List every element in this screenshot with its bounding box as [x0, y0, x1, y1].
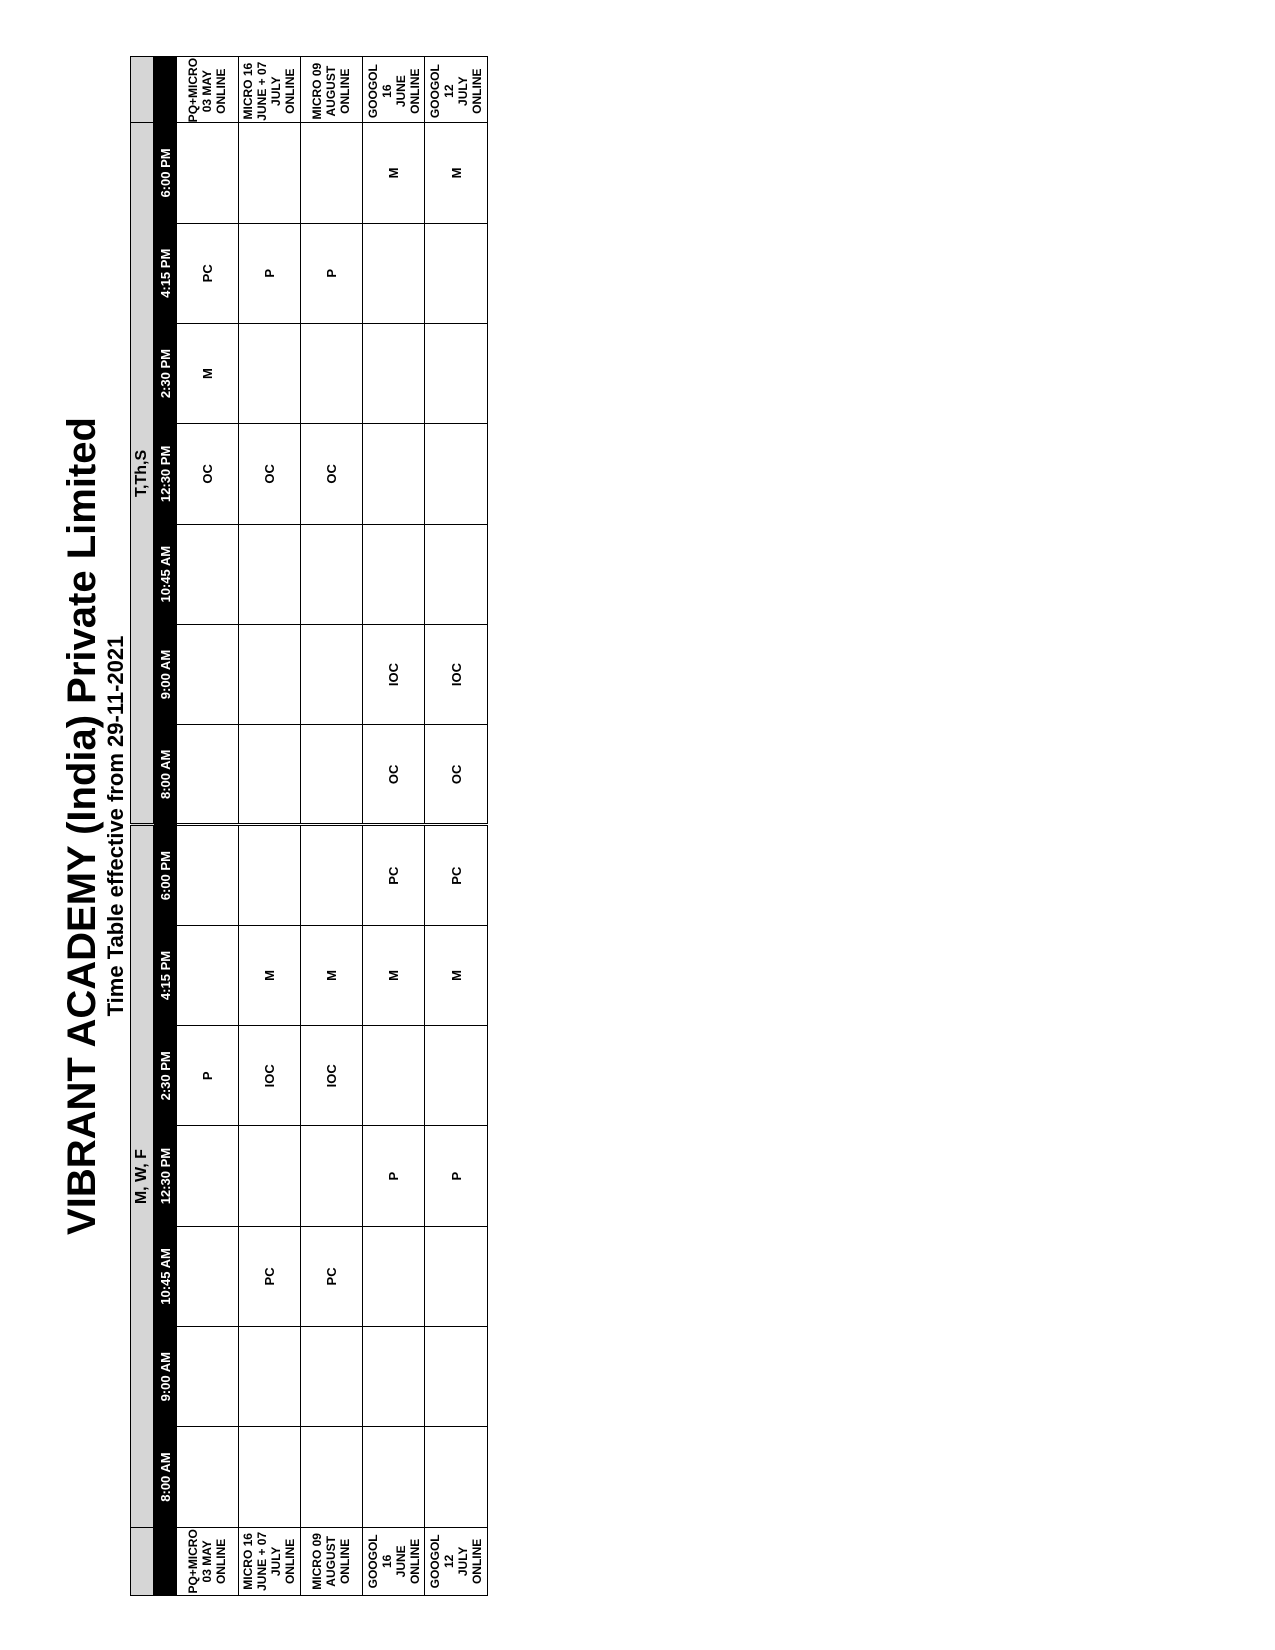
- schedule-cell: [177, 1327, 239, 1427]
- table-row: [362, 57, 425, 1596]
- time-slot-header: 6:00 PM: [154, 123, 177, 223]
- table-row: [177, 57, 239, 1596]
- time-slot-header: 10:45 AM: [154, 524, 177, 624]
- batch-label: [238, 57, 301, 123]
- batch-label-line: GOOGOL 12: [428, 64, 457, 119]
- batch-label-line: JULY ONLINE: [456, 1538, 485, 1585]
- schedule-cell: [177, 825, 239, 925]
- timetable-body: [177, 57, 488, 1596]
- schedule-cell: [177, 725, 239, 825]
- schedule-cell: [238, 1327, 301, 1427]
- schedule-cell: IOC: [362, 624, 425, 724]
- schedule-cell: IOC: [425, 624, 488, 724]
- batch-label-line: ONLINE: [283, 68, 298, 114]
- schedule-cell: PC: [425, 825, 488, 925]
- schedule-cell: [177, 524, 239, 624]
- batch-label: [362, 1527, 425, 1595]
- schedule-cell: IOC: [238, 1026, 301, 1126]
- day-group-mwf: M, W, F: [131, 825, 154, 1527]
- schedule-cell: [301, 323, 363, 423]
- schedule-cell: OC: [238, 424, 301, 524]
- batch-label-line: PQ+MICRO: [186, 57, 201, 123]
- schedule-cell: [425, 223, 488, 323]
- schedule-cell: M: [425, 925, 488, 1025]
- batch-label-line: ONLINE: [338, 1538, 353, 1585]
- schedule-cell: [301, 624, 363, 724]
- time-slot-header: 6:00 PM: [154, 825, 177, 925]
- batch-label-line: GOOGOL 16: [365, 64, 394, 119]
- schedule-cell: [177, 925, 239, 1025]
- day-group-row: [131, 57, 154, 1596]
- timetable: [130, 56, 488, 1596]
- schedule-cell: M: [362, 925, 425, 1025]
- schedule-cell: [238, 725, 301, 825]
- table-row: [301, 57, 363, 1596]
- schedule-cell: [425, 424, 488, 524]
- batch-label-line: 03 MAY: [200, 1540, 215, 1583]
- batch-label: [425, 57, 488, 123]
- schedule-cell: [301, 725, 363, 825]
- header-corner: [154, 57, 177, 123]
- batch-label-line: JULY: [456, 76, 471, 106]
- timetable-sheet: [60, 56, 500, 1596]
- schedule-cell: [238, 1126, 301, 1226]
- schedule-cell: [301, 825, 363, 925]
- schedule-cell: [362, 524, 425, 624]
- batch-label: [362, 57, 425, 123]
- table-row: [425, 57, 488, 1596]
- schedule-cell: P: [177, 1026, 239, 1126]
- schedule-cell: [301, 1427, 363, 1527]
- time-slot-header: 10:45 AM: [154, 1226, 177, 1326]
- time-slot-header: 8:00 AM: [154, 725, 177, 825]
- schedule-cell: OC: [425, 725, 488, 825]
- batch-label-line: PQ+MICRO: [186, 1529, 201, 1594]
- schedule-cell: [238, 123, 301, 223]
- batch-label: [425, 1527, 488, 1595]
- schedule-cell: [362, 1226, 425, 1326]
- schedule-cell: P: [301, 223, 363, 323]
- schedule-cell: P: [238, 223, 301, 323]
- day-group-spacer: [131, 1527, 154, 1595]
- schedule-cell: PC: [177, 223, 239, 323]
- schedule-cell: M: [362, 123, 425, 223]
- batch-label-line: JUNE: [393, 1545, 408, 1578]
- batch-label-line: JULY ONLINE: [269, 1538, 298, 1585]
- schedule-cell: [425, 1026, 488, 1126]
- schedule-cell: [177, 123, 239, 223]
- time-slot-header: 4:15 PM: [154, 925, 177, 1025]
- schedule-cell: [301, 524, 363, 624]
- batch-label-line: ONLINE: [338, 68, 353, 114]
- schedule-cell: PC: [362, 825, 425, 925]
- schedule-cell: [238, 1427, 301, 1527]
- schedule-cell: [425, 1327, 488, 1427]
- header-corner: [154, 1527, 177, 1595]
- schedule-cell: IOC: [301, 1026, 363, 1126]
- schedule-cell: M: [301, 925, 363, 1025]
- time-slot-header: 2:30 PM: [154, 323, 177, 423]
- schedule-cell: [177, 624, 239, 724]
- table-row: [238, 57, 301, 1596]
- time-slot-header: 9:00 AM: [154, 624, 177, 724]
- batch-label-line: ONLINE: [407, 68, 422, 114]
- batch-label-line: JUNE + 07: [255, 61, 270, 121]
- batch-label-line: MICRO 09: [310, 62, 325, 120]
- day-group-tths: T,Th,S: [131, 123, 154, 825]
- time-slot-header: 9:00 AM: [154, 1327, 177, 1427]
- batch-label: [301, 57, 363, 123]
- batch-label: [177, 1527, 239, 1595]
- schedule-cell: M: [238, 925, 301, 1025]
- schedule-cell: [362, 223, 425, 323]
- batch-label-line: JULY: [269, 76, 284, 106]
- time-slot-header: 8:00 AM: [154, 1427, 177, 1527]
- schedule-cell: OC: [301, 424, 363, 524]
- time-slot-header: 2:30 PM: [154, 1026, 177, 1126]
- batch-label-line: MICRO 16: [241, 1533, 256, 1590]
- schedule-cell: [238, 323, 301, 423]
- schedule-cell: [425, 1427, 488, 1527]
- batch-label: [177, 57, 239, 123]
- schedule-cell: [301, 1327, 363, 1427]
- schedule-cell: PC: [301, 1226, 363, 1326]
- schedule-cell: [177, 1126, 239, 1226]
- schedule-cell: P: [362, 1126, 425, 1226]
- batch-label-line: JUNE: [393, 75, 408, 108]
- batch-label-line: MICRO 09: [310, 1533, 325, 1590]
- batch-label: [238, 1527, 301, 1595]
- batch-label-line: MICRO 16: [241, 62, 256, 120]
- schedule-cell: [301, 123, 363, 223]
- schedule-cell: [362, 424, 425, 524]
- schedule-cell: [238, 524, 301, 624]
- time-slot-header: 12:30 PM: [154, 1126, 177, 1226]
- schedule-cell: P: [425, 1126, 488, 1226]
- batch-label-line: ONLINE: [214, 1538, 229, 1585]
- batch-label-line: ONLINE: [407, 1538, 422, 1585]
- page-subtitle: Time Table effective from 29-11-2021: [103, 635, 128, 1017]
- schedule-cell: M: [177, 323, 239, 423]
- page-title: VIBRANT ACADEMY (India) Private Limited: [60, 417, 104, 1235]
- time-header-row: [154, 57, 177, 1596]
- day-group-spacer: [131, 57, 154, 123]
- schedule-cell: [425, 323, 488, 423]
- batch-label-line: GOOGOL 16: [365, 1534, 394, 1589]
- schedule-cell: [301, 1126, 363, 1226]
- schedule-cell: OC: [177, 424, 239, 524]
- schedule-cell: M: [425, 123, 488, 223]
- batch-label-line: 03 MAY: [200, 70, 215, 113]
- schedule-cell: [362, 1327, 425, 1427]
- schedule-cell: [177, 1427, 239, 1527]
- batch-label-line: GOOGOL 12: [428, 1534, 457, 1589]
- schedule-cell: OC: [362, 725, 425, 825]
- schedule-cell: PC: [238, 1226, 301, 1326]
- schedule-cell: [238, 624, 301, 724]
- schedule-cell: [425, 1226, 488, 1326]
- schedule-cell: [362, 1026, 425, 1126]
- time-slot-header: 4:15 PM: [154, 223, 177, 323]
- schedule-cell: [177, 1226, 239, 1326]
- batch-label-line: ONLINE: [214, 68, 229, 114]
- schedule-cell: [362, 323, 425, 423]
- batch-label-line: AUGUST: [324, 1536, 339, 1587]
- batch-label-line: ONLINE: [470, 68, 485, 114]
- schedule-cell: [425, 524, 488, 624]
- batch-label: [301, 1527, 363, 1595]
- batch-label-line: JUNE + 07: [255, 1531, 270, 1591]
- schedule-cell: [362, 1427, 425, 1527]
- schedule-cell: [238, 825, 301, 925]
- batch-label-line: AUGUST: [324, 65, 339, 117]
- time-slot-header: 12:30 PM: [154, 424, 177, 524]
